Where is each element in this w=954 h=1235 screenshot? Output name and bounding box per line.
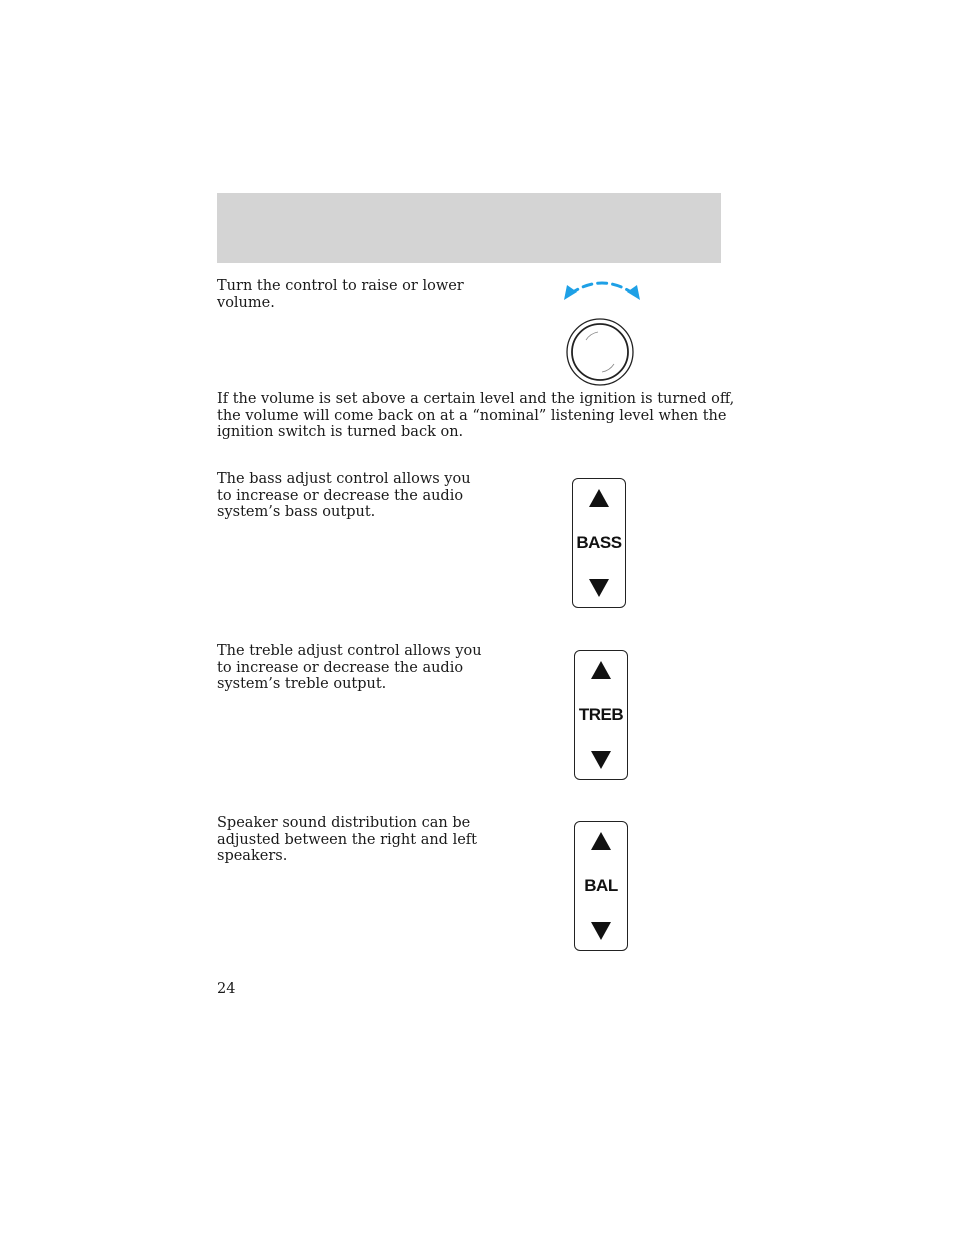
text-line: the volume will come back on at a “nominal” listening level when the: [217, 407, 727, 424]
triangle-down-icon: [589, 579, 609, 597]
page-number: 24: [217, 981, 236, 997]
treble-rocker-control: [574, 650, 628, 780]
bass-description: [217, 471, 471, 521]
triangle-up-icon: [591, 832, 611, 850]
volume-knob-figure: [558, 276, 646, 388]
text-line: speakers.: [217, 848, 288, 864]
rotate-arrows-icon: [564, 283, 640, 300]
bal-label: BAL: [584, 876, 618, 895]
triangle-up-icon: [591, 661, 611, 679]
text-line: system’s bass output.: [217, 504, 376, 520]
volume-instruction: [217, 278, 464, 311]
bass-rocker-control: [572, 478, 626, 608]
nominal-volume-note: [217, 391, 734, 441]
text-line: to increase or decrease the audio: [217, 659, 464, 676]
volume-control-illustration: [558, 276, 646, 388]
text-line: The treble adjust control allows you: [217, 643, 482, 659]
treble-description: [217, 643, 482, 693]
text-line: If the volume is set above a certain level and the ignition is turned off,: [217, 391, 735, 407]
bass-label: BASS: [576, 533, 622, 552]
triangle-down-icon: [591, 751, 611, 769]
text-line: ignition switch is turned back on.: [217, 424, 464, 440]
text-line: adjusted between the right and left: [217, 831, 477, 848]
balance-description: [217, 815, 477, 865]
balance-rocker-control: [574, 821, 628, 951]
triangle-up-icon: [589, 489, 609, 507]
text-line: Speaker sound distribution can be: [217, 815, 471, 831]
text-line: system’s treble output.: [217, 676, 387, 692]
text-line: volume.: [217, 294, 275, 311]
treb-label: TREB: [578, 705, 624, 724]
triangle-down-icon: [591, 922, 611, 940]
text-line: Turn the control to raise or lower: [217, 278, 464, 294]
text-line: The bass adjust control allows you: [217, 471, 471, 487]
volume-knob-icon: [567, 319, 633, 385]
text-line: to increase or decrease the audio: [217, 487, 464, 504]
section-header-bar: [217, 193, 721, 263]
